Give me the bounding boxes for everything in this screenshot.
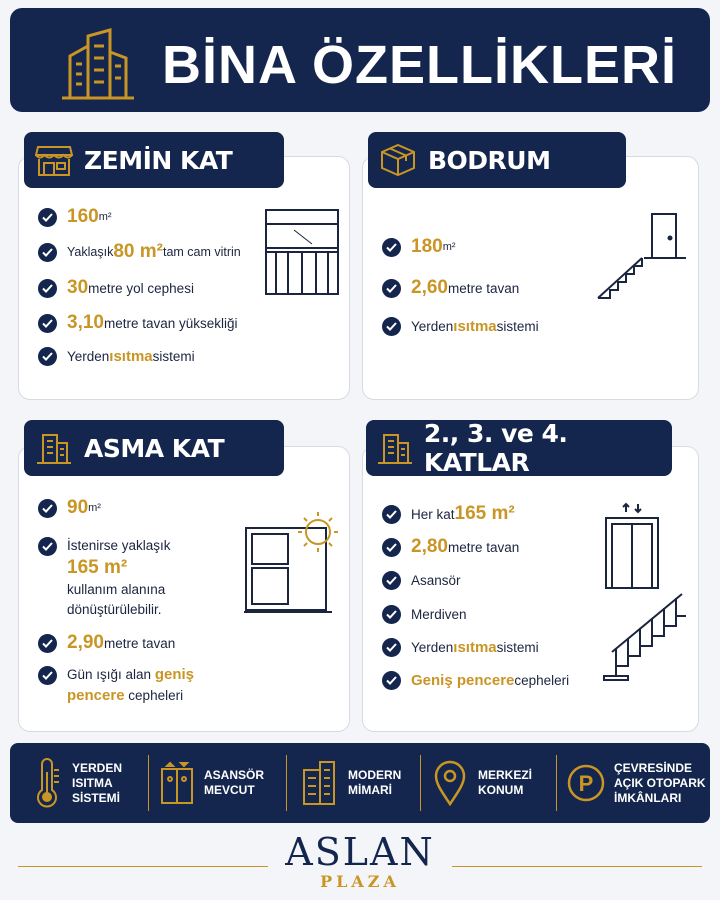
divider [420,755,421,811]
brand-logo-sub: PLAZA [320,872,400,891]
check-icon [38,208,57,227]
feature-central-location: MERKEZİ KONUM [432,743,532,823]
check-icon [382,638,401,657]
asma-kat-title: ASMA KAT [84,433,225,463]
location-pin-icon [432,760,468,806]
window-sun-illustration [242,508,342,616]
building-icon [376,431,414,465]
store-icon [35,143,73,177]
divider [556,755,557,811]
bodrum-item-2: 2,60 metre tavan [382,277,519,299]
header-banner [10,8,710,112]
elevator-illustration [602,502,662,590]
box-icon [379,143,417,177]
asma-item-2: İstenirse yaklaşık 165 m² kullanım alanına dönüştürülebilir. [38,536,171,620]
bodrum-item-3: Yerden ısıtma sistemi [382,317,539,336]
check-icon [382,605,401,624]
bodrum-tab [368,132,626,188]
parking-icon [566,763,606,803]
zemin-item-1: 160 m² [38,206,112,228]
check-icon [38,666,57,685]
katlar-item-2: 2,80 metre tavan [382,536,519,558]
divider [286,755,287,811]
check-icon [38,314,57,333]
storefront-illustration [264,208,340,296]
katlar-title: 2., 3. ve 4. KATLAR [423,419,568,477]
zemin-item-4: 3,10 metre tavan yüksekliği [38,312,238,334]
page-title: BİNA ÖZELLİKLERİ [162,35,677,95]
feature-open-parking: P ÇEVRESİNDE AÇIK OTOPARK İMKÂNLARI [566,743,706,823]
zemin-item-5: Yerden ısıtma sistemi [38,347,195,366]
bodrum-item-1: 180 m² [382,236,456,258]
check-icon [38,279,57,298]
check-icon [38,634,57,653]
katlar-item-6: Geniş pencere cepheleri [382,671,569,690]
feature-modern-architecture: MODERN MİMARİ [300,743,401,823]
zemin-kat-title: ZEMİN KAT [84,145,233,175]
zemin-kat-tab [24,132,284,188]
check-icon [382,571,401,590]
check-icon [382,317,401,336]
stairs-door-illustration [596,210,688,302]
building-icon [58,28,138,100]
asma-item-4: Gün ışığı alan geniş pencere cepheleri [38,664,194,706]
check-icon [38,347,57,366]
asma-item-1: 90 m² [38,497,101,519]
feature-elevator: ASANSÖR MEVCUT [160,743,264,823]
check-icon [38,537,57,556]
zemin-item-3: 30 metre yol cephesi [38,277,194,299]
brand-logo: ASLAN [285,830,435,874]
check-icon [382,279,401,298]
katlar-item-4: Merdiven [382,605,467,624]
check-icon [382,505,401,524]
check-icon [382,238,401,257]
svg-text:P: P [578,771,594,796]
katlar-item-1: Her kat 165 m² [382,503,515,525]
asma-item-3: 2,90 metre tavan [38,632,175,654]
check-icon [38,499,57,518]
bodrum-title: BODRUM [428,145,551,175]
feature-floor-heating: YERDEN ISITMA SİSTEMİ [32,743,122,823]
check-icon [382,538,401,557]
building-icon [300,760,338,806]
check-icon [382,671,401,690]
thermometer-icon [32,758,62,808]
katlar-item-3: Asansör [382,571,461,590]
divider [148,755,149,811]
asma-kat-tab [24,420,284,476]
katlar-item-5: Yerden ısıtma sistemi [382,638,539,657]
feature-bar [10,743,710,823]
katlar-tab [366,420,672,476]
building-icon [35,431,73,465]
staircase-illustration [602,590,688,682]
elevator-icon [160,761,194,805]
check-icon [38,243,57,262]
zemin-item-2: Yaklaşık 80 m² tam cam vitrin [38,241,241,263]
